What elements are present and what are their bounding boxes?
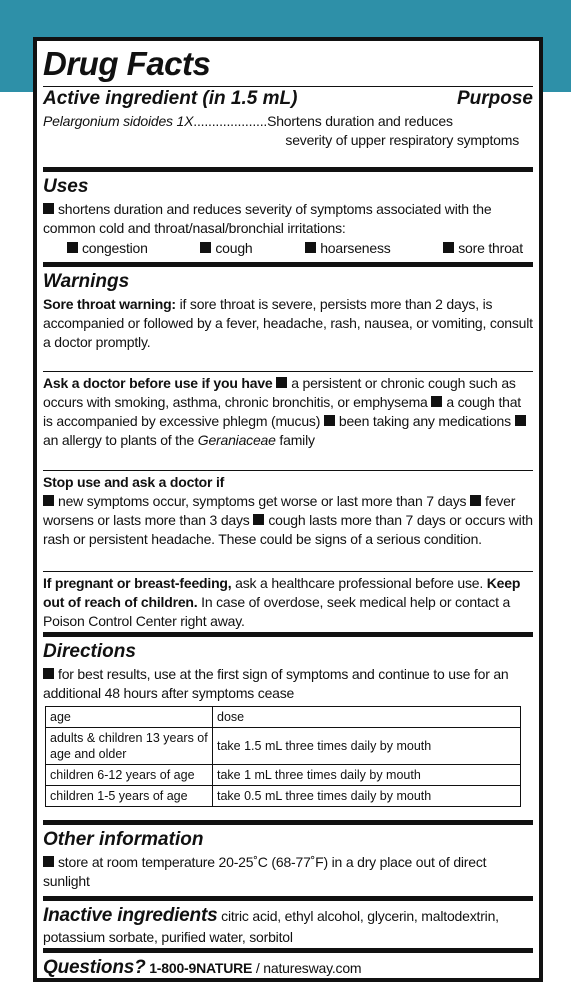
warnings-heading: Warnings <box>43 271 130 292</box>
ask-doctor-warning: Ask a doctor before use if you have a persistent or chronic cough such as occurs with smoking, asthma, chronic bronchitis, or emphysema a cough that is accompanied by excessive phlegm (mucus) been taking any medications an allergy to plants of the Geraniaceae family <box>43 374 533 470</box>
website-link[interactable]: naturesway.com <box>263 960 362 976</box>
pregnancy-warning: If pregnant or breast-feeding, ask a healthcare professional before use. Keep out of reach of children. In case of overdose, seek medical help or contact a Poison Control Center right away. <box>43 575 521 629</box>
bullet-icon <box>43 203 54 214</box>
warnings-section <box>43 267 533 637</box>
table-row: adults & children 13 years of age and older take 1.5 mL three times daily by mouth <box>46 728 521 765</box>
purpose-line-1: Shortens duration and reduces <box>267 113 453 129</box>
bullet-icon <box>470 495 481 506</box>
divider <box>43 371 533 372</box>
phone-number: 1-800-9NATURE <box>149 960 253 976</box>
divider <box>43 470 533 471</box>
bullet-icon <box>253 514 264 525</box>
dosage-table <box>45 706 521 807</box>
other-information-heading: Other information <box>43 829 204 850</box>
drug-facts-panel <box>33 37 543 982</box>
purpose-line-2: severity of upper respiratory symptoms <box>285 132 519 148</box>
divider <box>43 571 533 572</box>
active-ingredient-section <box>43 46 533 172</box>
bullet-icon <box>43 495 54 506</box>
stop-use-warning: Stop use and ask a doctor if new symptoms occur, symptoms get worse or last more than 7 days fever worsens or lasts more than 3 days cough lasts more than 7 days or occurs with rash or persistent headache. These could be signs of a serious condition. <box>43 474 533 547</box>
bullet-icon <box>276 377 287 388</box>
divider <box>43 86 533 87</box>
bullet-icon <box>43 856 54 867</box>
dot-leader: .................... <box>193 113 268 129</box>
use-item: cough <box>200 239 252 258</box>
table-header-row: age dose <box>46 707 521 728</box>
other-information-section <box>43 825 533 901</box>
directions-heading: Directions <box>43 641 136 662</box>
use-item: congestion <box>67 239 148 258</box>
bullet-icon <box>443 242 454 253</box>
ingredient-name: Pelargonium sidoides 1X <box>43 113 194 129</box>
directions-section <box>43 637 533 825</box>
use-item: hoarseness <box>305 239 390 258</box>
questions-heading: Questions? <box>43 957 146 978</box>
page-title: Drug Facts <box>43 45 211 82</box>
questions-section <box>43 953 533 979</box>
bullet-icon <box>324 415 335 426</box>
uses-section <box>43 172 533 267</box>
separator: / <box>255 960 260 976</box>
bullet-icon <box>43 668 54 679</box>
directions-text: for best results, use at the first sign of symptoms and continue to use for an additional 48 hours after symptoms cease <box>43 666 509 701</box>
uses-text: shortens duration and reduces severity of symptoms associated with the common cold and throat/nasal/bronchial irritations: <box>43 201 492 236</box>
bullet-icon <box>431 396 442 407</box>
use-item: sore throat <box>443 239 523 258</box>
inactive-ingredients-text: citric acid, ethyl alcohol, glycerin, maltodextrin, potassium sorbate, purified water, sorbitol <box>43 908 499 945</box>
table-row: children 6-12 years of age take 1 mL three times daily by mouth <box>46 765 521 786</box>
inactive-ingredients-section <box>43 901 533 953</box>
table-row: children 1-5 years of age take 0.5 mL three times daily by mouth <box>46 786 521 807</box>
inactive-ingredients-heading: Inactive ingredients <box>43 905 218 926</box>
bullet-icon <box>200 242 211 253</box>
uses-heading: Uses <box>43 176 89 197</box>
bullet-icon <box>305 242 316 253</box>
active-ingredient-heading: Active ingredient (in 1.5 mL) <box>43 88 298 109</box>
sore-throat-warning: Sore throat warning: if sore throat is severe, persists more than 2 days, is accompanied or followed by a fever, headache, rash, nausea, or vomiting, consult a doctor promptly. <box>43 296 533 350</box>
purpose-heading: Purpose <box>456 88 533 109</box>
other-information-text: store at room temperature 20-25˚C (68-77˚F) in a dry place out of direct sunlight <box>43 854 487 889</box>
bullet-icon <box>515 415 526 426</box>
bullet-icon <box>67 242 78 253</box>
